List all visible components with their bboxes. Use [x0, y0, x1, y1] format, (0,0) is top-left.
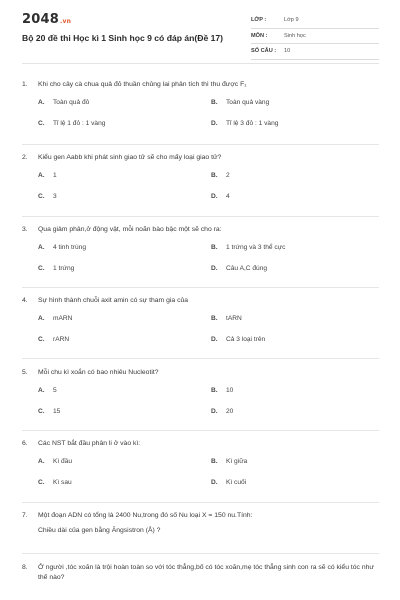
- option-a[interactable]: A. 4 tinh trùng: [38, 244, 86, 251]
- option-b[interactable]: B. Kì giữa: [211, 458, 248, 465]
- option-d[interactable]: D. 4: [211, 193, 230, 200]
- question-divider: [22, 144, 379, 145]
- question-text: Các NST bắt đầu phân li ở vào kì:: [38, 440, 141, 447]
- question-text: Qua giảm phân,ở động vật, mỗi noãn bào bậc một sẽ cho ra:: [38, 226, 222, 233]
- option-d[interactable]: D. Kì cuối: [211, 479, 247, 486]
- option-a[interactable]: A. 1: [38, 172, 57, 179]
- question-number: 5.: [22, 369, 28, 376]
- option-d[interactable]: D. Tỉ lệ 3 đỏ : 1 vàng: [211, 120, 279, 127]
- question-subtext: Chiều dài của gen bằng Ăngsistron (Å) ?: [38, 527, 161, 534]
- question-number: 4.: [22, 297, 28, 304]
- header-divider: [22, 63, 379, 64]
- option-a[interactable]: A. Toàn quả đỏ: [38, 99, 90, 106]
- option-a[interactable]: A. 5: [38, 387, 57, 394]
- option-d[interactable]: D. Câu A,C đúng: [211, 265, 268, 272]
- option-c[interactable]: C. rARN: [38, 336, 70, 343]
- question-text: Ở người ,tóc xoăn là trội hoàn toàn so với tóc thẳng,bố có tóc xoăn,mẹ tóc thẳng sinh con ra sẽ có kiểu tóc như thế nào?: [38, 564, 374, 581]
- meta-count-row: [251, 44, 379, 60]
- option-b[interactable]: B. Toàn quả vàng: [211, 99, 270, 106]
- question-divider: [22, 358, 379, 359]
- question-3: [22, 225, 382, 274]
- question-divider: [22, 430, 379, 431]
- option-b[interactable]: B. tARN: [211, 315, 242, 322]
- question-5: [22, 368, 382, 417]
- option-c[interactable]: C. 1 trứng: [38, 265, 75, 272]
- question-number: 2.: [22, 154, 28, 161]
- option-c[interactable]: C. 15: [38, 408, 61, 415]
- option-d[interactable]: D. Cả 3 loại trên: [211, 336, 266, 343]
- meta-subject-value: Sinh học: [284, 32, 306, 39]
- option-c[interactable]: C. 3: [38, 193, 57, 200]
- question-6: [22, 439, 382, 488]
- option-b[interactable]: B. 1 trứng và 3 thể cực: [211, 244, 286, 251]
- question-number: 8.: [22, 564, 28, 571]
- option-d[interactable]: D. 20: [211, 408, 234, 415]
- question-text: Sự hình thành chuỗi axit amin có sự tham gia của: [38, 297, 189, 304]
- question-8: [22, 563, 382, 583]
- meta-class-row: [251, 13, 379, 29]
- question-text: Một đoạn ADN có tổng là 2400 Nu,trong đó số Nu loại X = 150 nu.Tính:: [38, 512, 253, 519]
- meta-count-key: SỐ CÂU :: [251, 48, 277, 55]
- question-divider: [22, 553, 379, 554]
- question-number: 3.: [22, 226, 28, 233]
- document-title: Bộ 20 đề thi Học kì 1 Sinh học 9 có đáp án(Đề 17): [22, 33, 224, 43]
- meta-class-value: Lớp 9: [284, 17, 299, 24]
- option-b[interactable]: B. 2: [211, 172, 230, 179]
- question-divider: [22, 216, 379, 217]
- meta-count-value: 10: [284, 48, 291, 55]
- question-2: [22, 153, 382, 202]
- meta-class-key: LỚP :: [251, 17, 267, 24]
- meta-subject-row: [251, 29, 379, 45]
- option-c[interactable]: C. Kì sau: [38, 479, 72, 486]
- option-a[interactable]: A. mARN: [38, 315, 73, 322]
- question-number: 6.: [22, 440, 28, 447]
- question-divider: [22, 287, 379, 288]
- question-number: 1.: [22, 81, 28, 88]
- option-c[interactable]: C. Tỉ lệ 1 đỏ : 1 vàng: [38, 120, 106, 127]
- question-number: 7.: [22, 512, 28, 519]
- option-b[interactable]: B. 10: [211, 387, 234, 394]
- question-text: Khi cho cây cà chua quả đỏ thuần chủng lai phân tích thì thu được F₁: [38, 81, 247, 88]
- question-4: [22, 296, 382, 345]
- question-text: Kiểu gen Aabb khi phát sinh giao tử sẽ cho mấy loại giao tử?: [38, 154, 222, 161]
- meta-subject-key: MÔN :: [251, 32, 268, 39]
- site-logo[interactable]: 2048.vn: [22, 12, 72, 27]
- question-7: [22, 511, 382, 536]
- question-text: Mỗi chu kì xoắn có bao nhiêu Nucleotit?: [38, 369, 159, 376]
- exam-meta: [251, 13, 379, 60]
- question-1: [22, 80, 382, 129]
- question-divider: [22, 502, 379, 503]
- option-a[interactable]: A. Kì đầu: [38, 458, 73, 465]
